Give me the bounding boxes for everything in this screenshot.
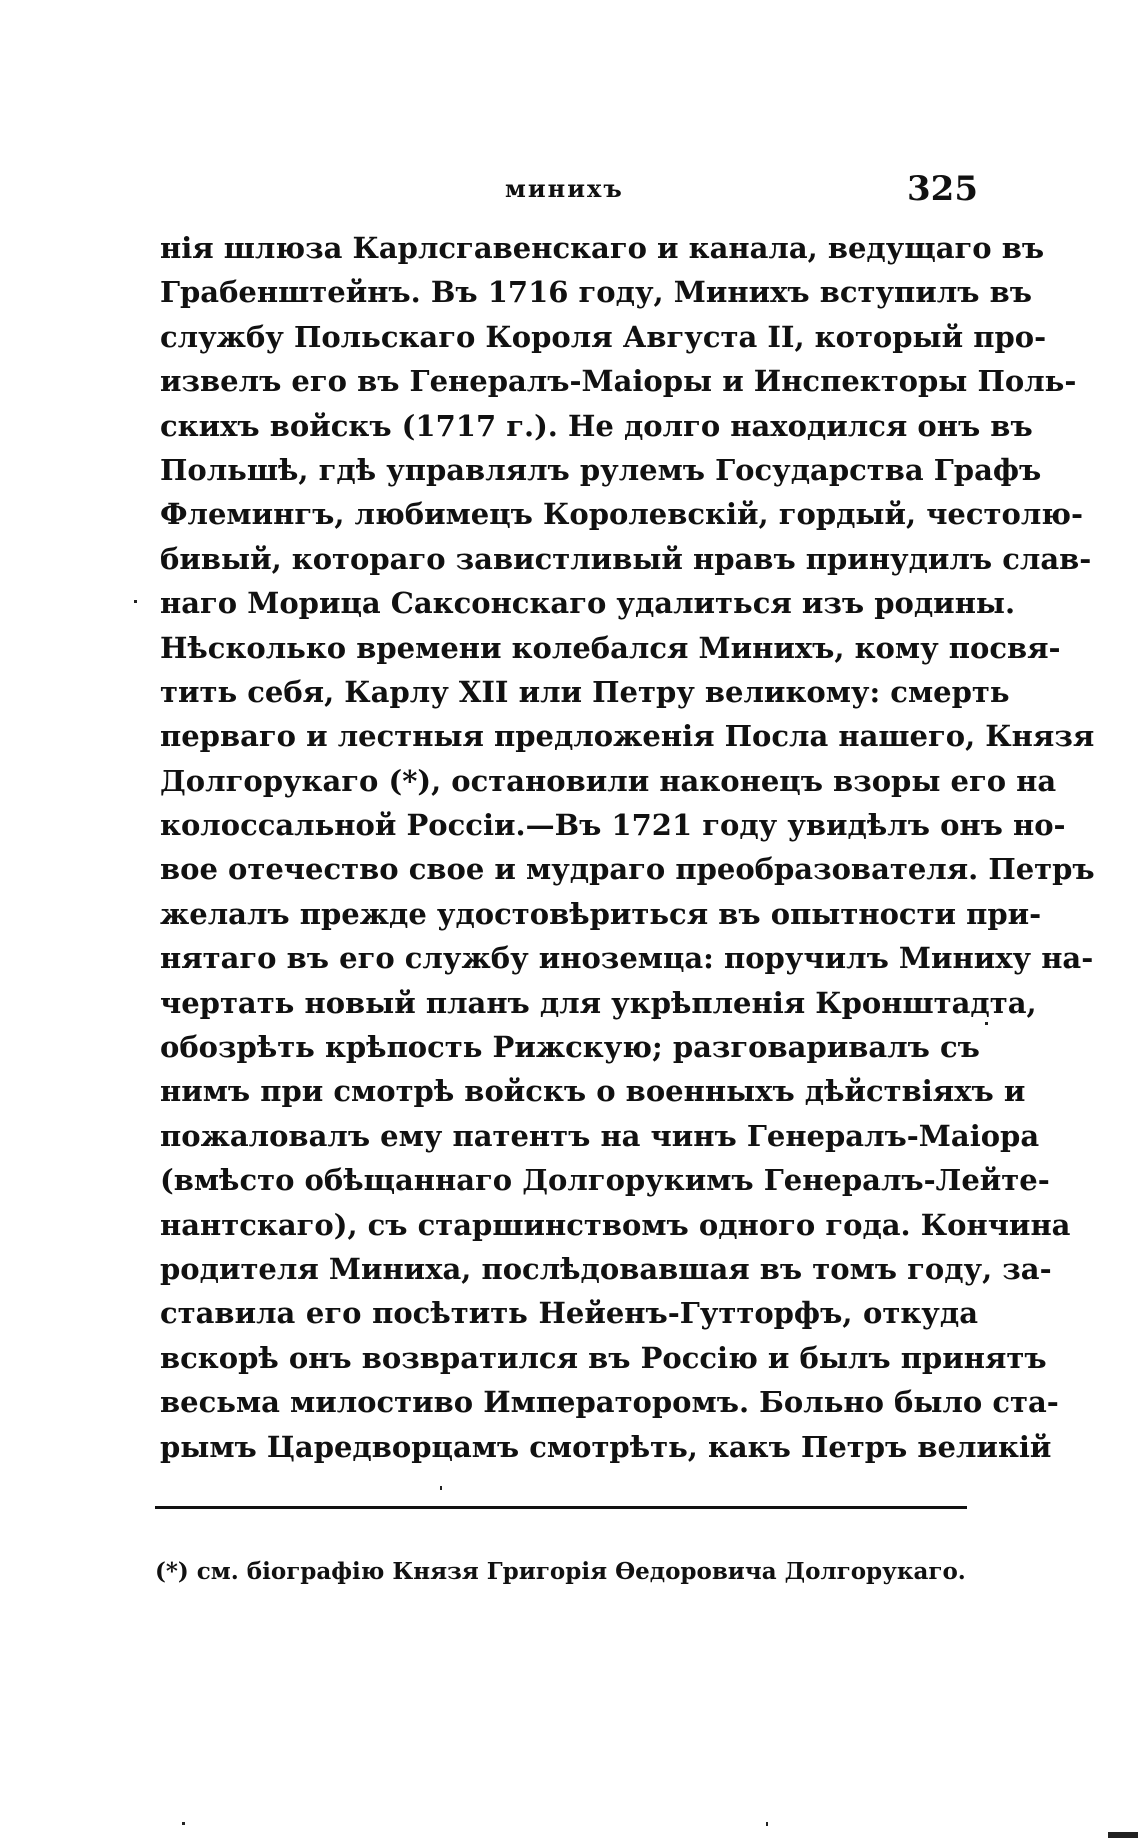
scan-speck	[985, 1022, 988, 1025]
text-line: Нѣсколько времени колебался Минихъ, кому посвя-	[160, 630, 1061, 665]
scan-speck	[182, 1822, 185, 1825]
text-line: нимъ при смотрѣ войскъ о военныхъ дѣйствіяхъ и	[160, 1074, 1026, 1109]
text-line: Польшѣ, гдѣ управлялъ рулемъ Государства Графъ	[160, 452, 1042, 487]
body-text	[160, 226, 1095, 1469]
text-line: желалъ прежде удостовѣриться въ опытности при-	[160, 896, 1042, 931]
scan-speck	[1108, 1832, 1138, 1838]
text-line: нантскаго), съ старшинствомъ одного года. Кончина	[160, 1207, 1071, 1242]
text-line: весьма милостиво Императоромъ. Больно было ста-	[160, 1385, 1059, 1420]
text-line: Долгорукаго (*), остановили наконецъ взоры его на	[160, 763, 1057, 798]
text-line: рымъ Царедворцамъ смотрѣть, какъ Петръ великій	[160, 1429, 1052, 1464]
text-line: Флемингъ, любимецъ Королевскій, гордый, честолю-	[160, 497, 1084, 532]
text-line: вскорѣ онъ возвратился въ Россію и былъ принятъ	[160, 1340, 1047, 1375]
text-line: чертать новый планъ для укрѣпленія Кронштадта,	[160, 985, 1037, 1020]
text-line: (вмѣсто обѣщаннаго Долгорукимъ Генералъ-Лейте-	[160, 1163, 1050, 1198]
text-line: обозрѣть крѣпость Рижскую; разговаривалъ съ	[160, 1030, 980, 1065]
text-line: вое отечество свое и мудраго преобразователя. Петръ	[160, 852, 1095, 887]
scan-speck	[766, 1822, 768, 1826]
text-line: пожаловалъ ему патентъ на чинъ Генералъ-Маіора	[160, 1118, 1040, 1153]
text-line: наго Морица Саксонскаго удалиться изъ родины.	[160, 586, 1016, 621]
text-line: нія шлюза Карлсгавенскаго и канала, ведущаго въ	[160, 231, 1045, 265]
text-line: нятаго въ его службу иноземца: поручилъ Миниху на-	[160, 941, 1094, 976]
text-line: ставила его посѣтить Нейенъ-Гутторфъ, откуда	[160, 1296, 978, 1331]
text-line: бивый, котораго завистливый нравъ принудилъ слав-	[160, 541, 1092, 576]
text-line: скихъ войскъ (1717 г.). Не долго находился онъ въ	[160, 408, 1033, 443]
page-number: 325	[907, 169, 978, 209]
text-line: перваго и лестныя предложенія Посла нашего, Князя	[160, 719, 1095, 754]
footnote-divider	[155, 1506, 967, 1509]
running-title: минихъ	[505, 174, 624, 203]
footnote: (*) см. біографію Князя Григорія Өедоровича Долгорукаго.	[155, 1558, 966, 1585]
running-head	[160, 169, 978, 212]
text-line: тить себя, Карлу XII или Петру великому: смерть	[160, 674, 1010, 709]
scan-speck	[134, 600, 137, 603]
text-line: Грабенштейнъ. Въ 1716 году, Минихъ вступилъ въ	[160, 275, 1032, 310]
text-line: колоссальной Россіи.—Въ 1721 году увидѣлъ онъ но-	[160, 808, 1066, 843]
text-line: службу Польскаго Короля Августа II, который про-	[160, 319, 1047, 354]
text-line: родителя Миниха, послѣдовавшая въ томъ году, за-	[160, 1251, 1052, 1286]
scan-speck	[440, 1486, 442, 1490]
text-line: извелъ его въ Генералъ-Маіоры и Инспекторы Поль-	[160, 364, 1077, 399]
